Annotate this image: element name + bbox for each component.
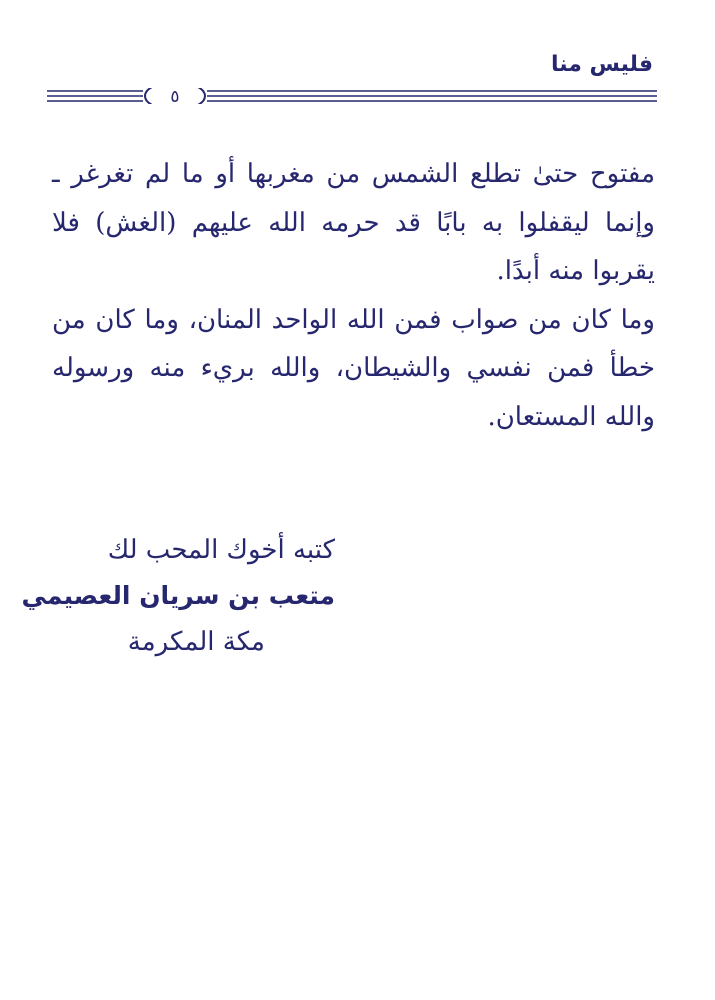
- signature-intro: كتبه أخوك المحب لك: [107, 535, 335, 565]
- paragraph: وما كان من صواب فمن الله الواحد المنان، وما كان من خطأ فمن نفسي والشيطان، والله بريء منه ورسوله والله المستعان.: [52, 304, 655, 432]
- signature-place: مكة المكرمة: [127, 627, 265, 657]
- signature-block: [22, 527, 335, 665]
- author-name: متعب بن سريان العصيمي: [21, 581, 335, 610]
- running-header-title: فليس منا: [551, 52, 653, 77]
- header-rule: [47, 88, 657, 104]
- page-number: ٥: [170, 88, 180, 104]
- paragraph: مفتوح حتىٰ تطلع الشمس من مغربها أو ما لم تغرغر ـ وإنما ليقفلوا به بابًا قد حرمه الله عليهم (الغش) فلا يقربوا منه أبدًا.: [52, 159, 655, 286]
- body-text: [52, 150, 655, 441]
